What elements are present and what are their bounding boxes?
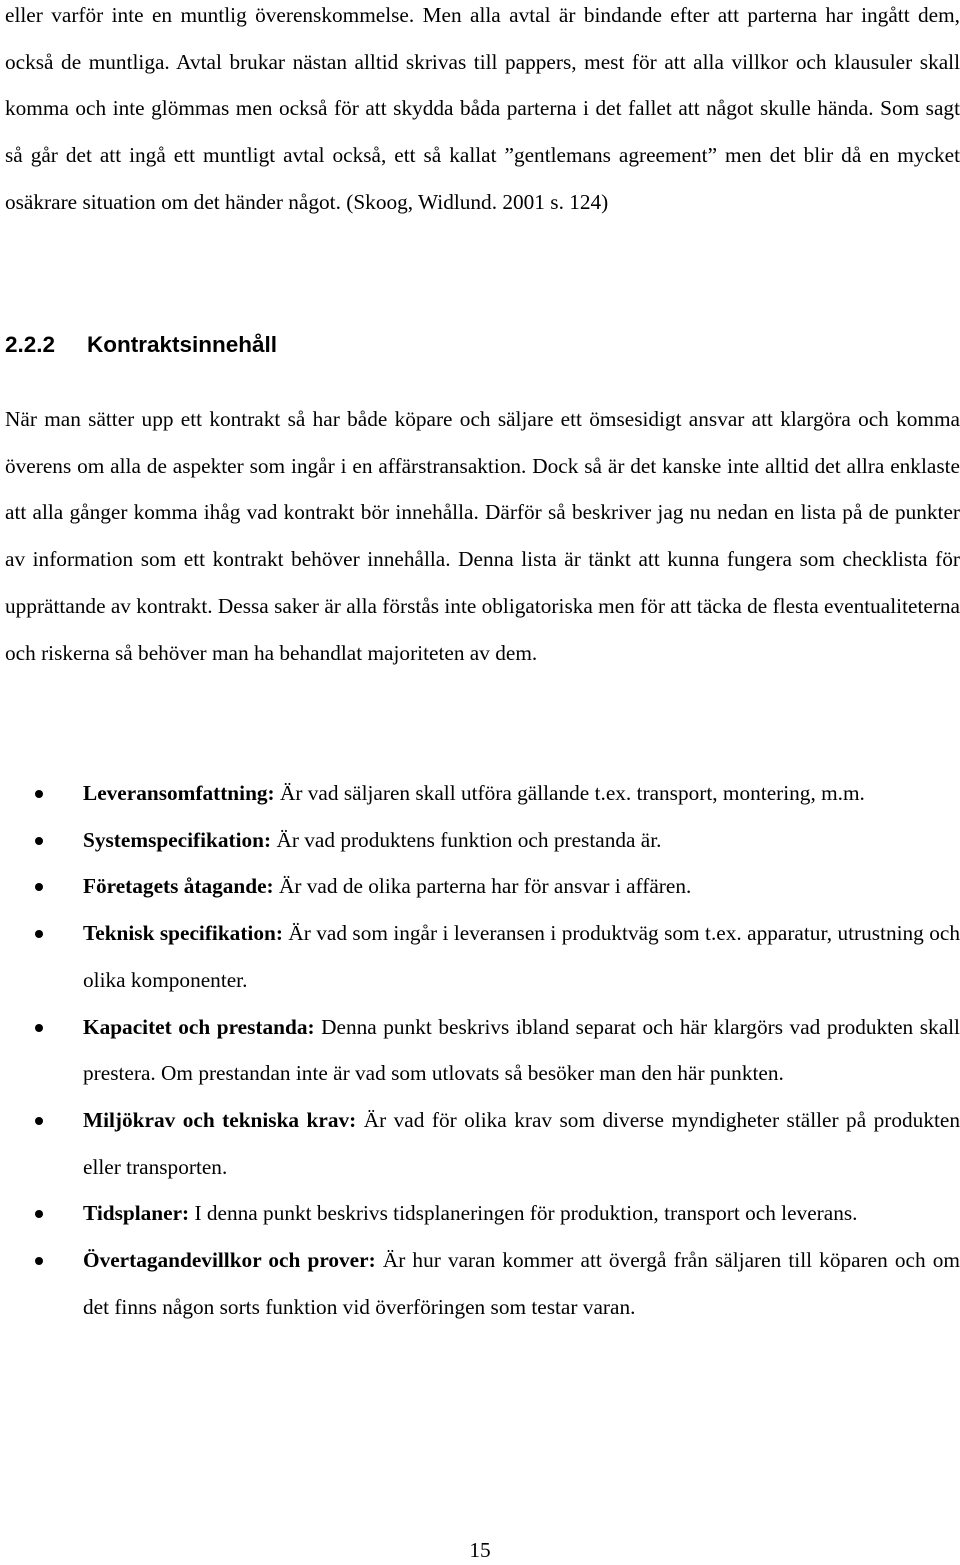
list-item-text: Är vad de olika parterna har för ansvar i affären. bbox=[273, 874, 692, 899]
list-item-term: Företagets åtagande: bbox=[83, 874, 274, 899]
paragraph-contract-content: När man sätter upp ett kontrakt så har både köpare och säljare ett ömsesidigt ansvar att klargöra och komma överens om alla de aspekter som ingår i en affärstransaktion. Dock så är det kanske inte alltid det allra enklaste att alla gånger komma ihåg vad kontrakt bör innehålla. Därför så beskriver jag nu nedan en lista på de punkter av information som ett kontrakt behöver innehålla. Denna lista är tänkt att kunna fungera som checklista för upprättande av kontrakt. Dessa saker är alla förstås inte obligatoriska men för att täcka de flesta eventualiteterna och riskerna så behöver man ha behandlat majoriteten av dem. bbox=[5, 407, 960, 665]
page-number: 15 bbox=[469, 1538, 491, 1562]
bullet-icon bbox=[35, 1117, 43, 1125]
bullet-icon bbox=[35, 837, 43, 845]
list-item-text: Är vad som ingår i leveransen i produktväg som t.ex. apparatur, utrustning och olika komponenter. bbox=[83, 921, 960, 992]
list-item-term: Övertagandevillkor och prover: bbox=[83, 1248, 376, 1273]
bullet-icon bbox=[35, 1257, 43, 1265]
bullet-icon bbox=[35, 790, 43, 798]
list-item-text: Är hur varan kommer att övergå från säljaren till köparen och om det finns någon sorts funktion vid överföringen som testar varan. bbox=[83, 1248, 960, 1319]
section-number: 2.2.2 bbox=[5, 332, 56, 357]
list-item-text: Denna punkt beskrivs ibland separat och här klargörs vad produkten skall prestera. Om prestandan inte är vad som utlovats så besöker man den här punkten. bbox=[83, 1014, 960, 1086]
list-item-term: Kapacitet och prestanda: bbox=[83, 1014, 315, 1039]
bullet-icon bbox=[35, 1024, 43, 1032]
list-item-term: Systemspecifikation: bbox=[83, 827, 272, 852]
list-item bbox=[0, 1097, 960, 1190]
list-item-text: Är vad säljaren skall utföra gällande t.ex. transport, montering, m.m. bbox=[274, 781, 865, 805]
list-item-text: Är vad för olika krav som diverse myndigheter ställer på produkten eller transporten. bbox=[83, 1107, 960, 1179]
bullet-icon bbox=[35, 930, 43, 938]
list-item-text: I denna punkt beskrivs tidsplaneringen för produktion, transport och leverans. bbox=[189, 1201, 858, 1226]
paragraph-contract-intro: eller varför inte en muntlig överenskommelse. Men alla avtal är bindande efter att parterna har ingått dem, också de muntliga. Avtal brukar nästan alltid skrivas till pappers, mest för att alla villkor och klausuler skall komma och inte glömmas men också för att skydda båda parterna i det fallet att något skulle hända. Som sagt så går det att ingå ett muntligt avtal också, ett så kallat ”gentlemans agreement” men det blir då en mycket osäkrare situation om det händer något. (Skoog, Widlund. 2001 s. 124) bbox=[5, 3, 960, 214]
list-item-text: Är vad produktens funktion och prestanda är. bbox=[271, 827, 662, 852]
list-item bbox=[0, 1237, 960, 1330]
list-item bbox=[0, 770, 960, 817]
list-item bbox=[0, 863, 960, 910]
section-heading bbox=[5, 326, 277, 364]
list-item-term: Leveransomfattning: bbox=[83, 781, 275, 805]
section-title: Kontraktsinnehåll bbox=[87, 332, 278, 357]
list-item-term: Miljökrav och tekniska krav: bbox=[83, 1107, 357, 1132]
list-item bbox=[0, 910, 960, 1003]
list-item bbox=[0, 1004, 960, 1097]
list-item bbox=[0, 1190, 960, 1237]
contract-checklist bbox=[0, 770, 960, 1330]
bullet-icon bbox=[35, 883, 43, 891]
list-item bbox=[0, 817, 960, 864]
list-item-term: Tidsplaner: bbox=[83, 1201, 190, 1226]
list-item-term: Teknisk specifikation: bbox=[83, 921, 283, 946]
bullet-icon bbox=[35, 1210, 43, 1218]
